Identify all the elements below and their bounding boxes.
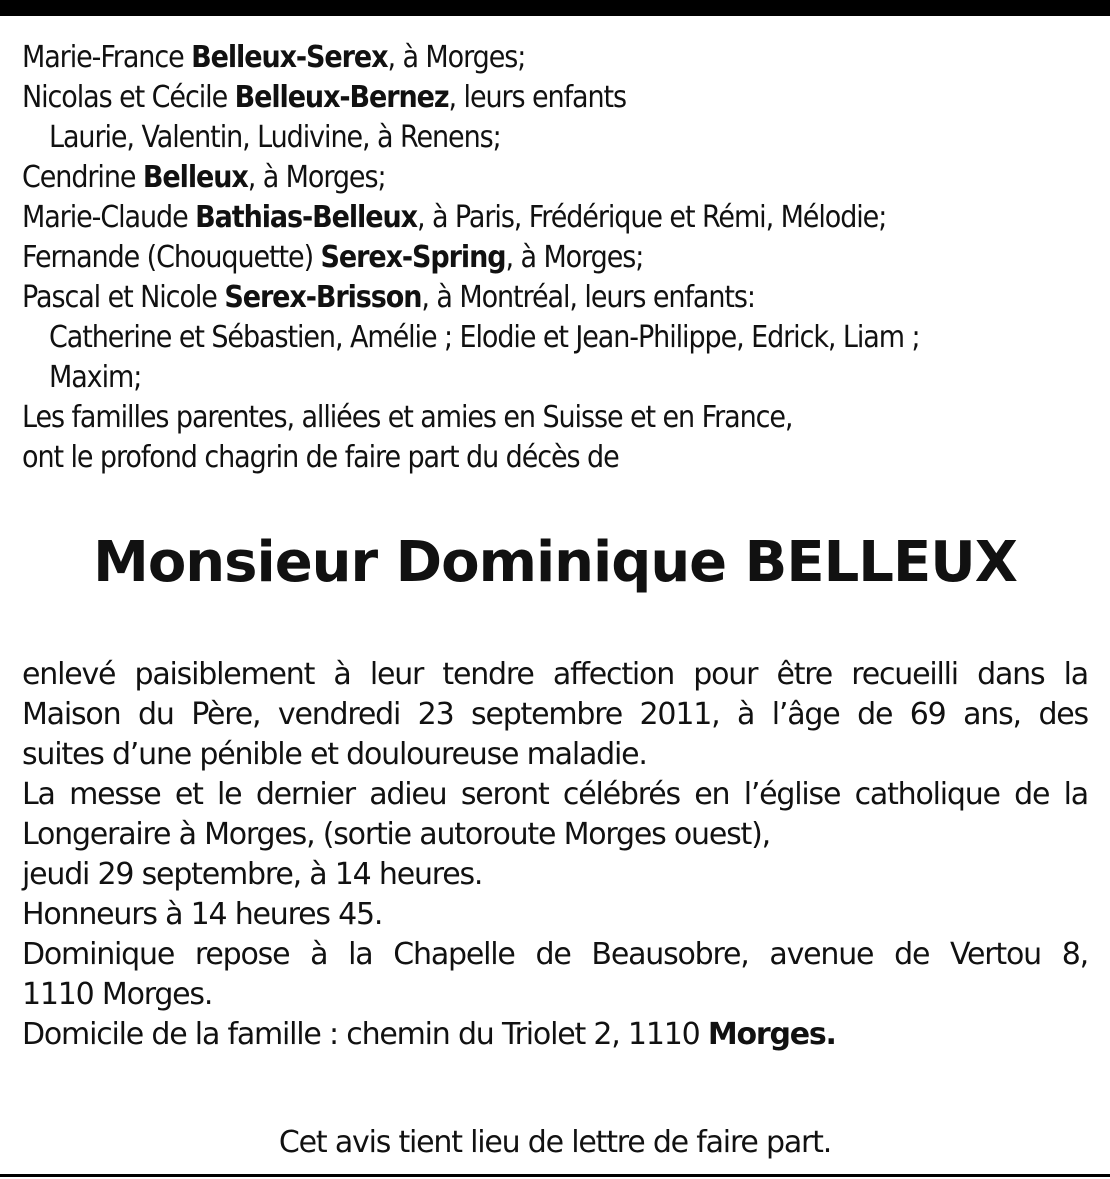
- body-line: 1110 Morges.: [22, 977, 213, 1012]
- body-line: Maison du Père, vendredi 23 septembre 2011, à l’âge de 69 ans, des: [22, 697, 1088, 732]
- mourner-line: Cendrine Belleux, à Morges;: [22, 160, 386, 195]
- body-line: jeudi 29 septembre, à 14 heures.: [22, 857, 483, 892]
- mourner-line: Marie-France Belleux-Serex, à Morges;: [22, 40, 526, 75]
- mourner-line: Nicolas et Cécile Belleux-Bernez, leurs enfants: [22, 80, 626, 115]
- bottom-border-rule: [0, 1174, 1110, 1177]
- mourner-children-line: Catherine et Sébastien, Amélie ; Elodie et Jean-Philippe, Edrick, Liam ;: [49, 320, 920, 355]
- mourner-children-line: Laurie, Valentin, Ludivine, à Renens;: [49, 120, 501, 155]
- announcement-line: ont le profond chagrin de faire part du décès de: [22, 440, 619, 475]
- notice-body: [22, 655, 1088, 1055]
- family-name: Belleux-Serex: [191, 40, 388, 75]
- body-line: suites d’une pénible et douloureuse maladie.: [22, 737, 647, 772]
- deceased-name-heading: Monsieur Dominique BELLEUX: [93, 530, 1017, 595]
- body-line: Honneurs à 14 heures 45.: [22, 897, 383, 932]
- family-name: Serex-Brisson: [224, 280, 422, 315]
- family-name: Belleux-Bernez: [234, 80, 449, 115]
- closing-note: Cet avis tient lieu de lettre de faire part.: [278, 1125, 832, 1160]
- family-name: Bathias-Belleux: [195, 200, 417, 235]
- families-line: Les familles parentes, alliées et amies en Suisse et en France,: [22, 400, 793, 435]
- body-line: enlevé paisiblement à leur tendre affection pour être recueilli dans la: [22, 657, 1088, 692]
- mourners-list: [22, 38, 981, 478]
- family-name: Serex-Spring: [320, 240, 506, 275]
- top-border-rule: [0, 0, 1110, 16]
- family-address-line: Domicile de la famille : chemin du Triolet 2, 1110 Morges.: [22, 1017, 836, 1052]
- mourner-children-line: Maxim;: [49, 360, 142, 395]
- address-city: Morges.: [707, 1017, 836, 1052]
- body-line: Dominique repose à la Chapelle de Beausobre, avenue de Vertou 8,: [22, 937, 1088, 972]
- mourner-line: Marie-Claude Bathias-Belleux, à Paris, Frédérique et Rémi, Mélodie;: [22, 200, 887, 235]
- mourner-line: Pascal et Nicole Serex-Brisson, à Montréal, leurs enfants:: [22, 280, 755, 315]
- body-line: La messe et le dernier adieu seront célébrés en l’église catholique de la: [22, 777, 1088, 812]
- family-name: Belleux: [142, 160, 248, 195]
- mourner-line: Fernande (Chouquette) Serex-Spring, à Morges;: [22, 240, 644, 275]
- body-line: Longeraire à Morges, (sortie autoroute Morges ouest),: [22, 817, 770, 852]
